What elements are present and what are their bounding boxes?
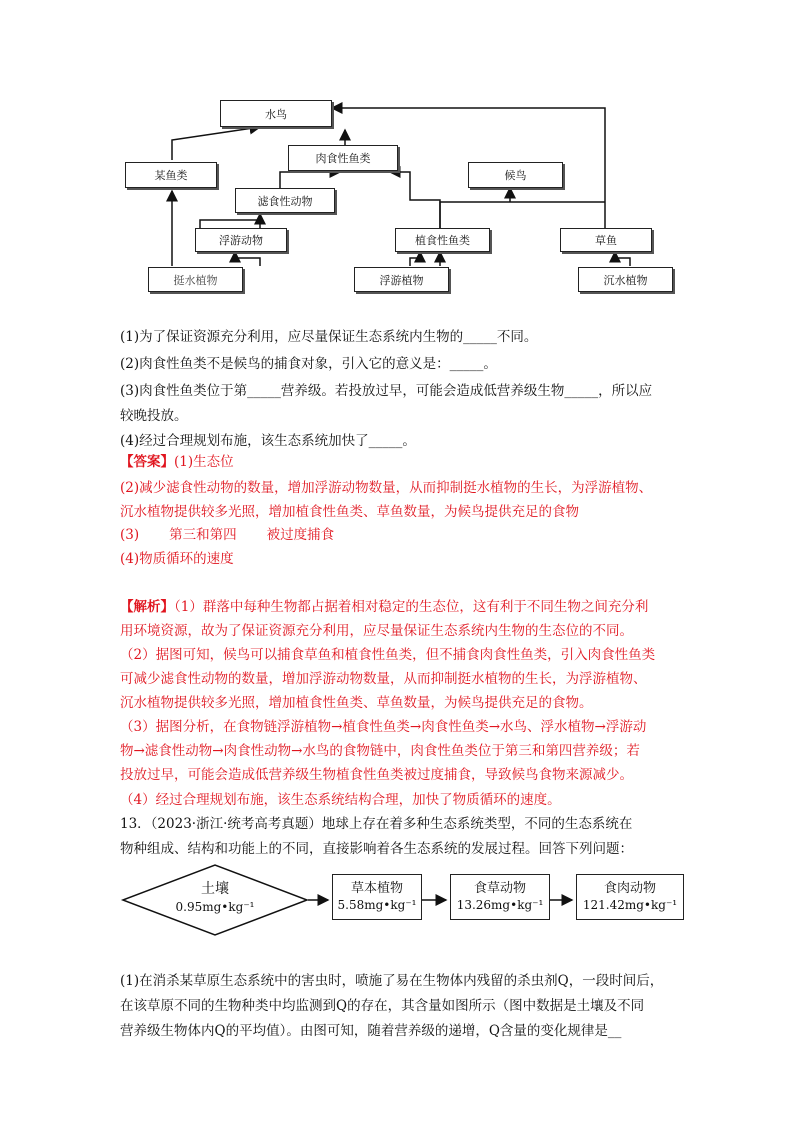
analysis-line9: （4）经过合理规划布施，该生态系统结构合理，加快了物质循环的速度。	[120, 792, 561, 808]
answer-2b: 沉水植物提供较多光照，增加植食性鱼类、草鱼数量，为候鸟提供充足的食物	[120, 504, 579, 520]
carnivore-name: 食肉动物	[603, 881, 656, 896]
analysis-line5: 沉水植物提供较多光照，增加植食性鱼类、草鱼数量，为候鸟提供充足的食物。	[120, 695, 593, 711]
node-chenshui: 沉水植物	[578, 267, 673, 292]
node-fudong: 浮游动物	[195, 228, 287, 252]
q13-part1c: 营养级生物体内Q的平均值）。由图可知，随着营养级的递增，Q含量的变化规律是__	[120, 1023, 622, 1039]
plant-name: 草本植物	[350, 881, 403, 896]
analysis-text-1: （1）群落中每种生物都占据着相对稳定的生态位，这有利于不同生物之间充分利	[174, 599, 649, 615]
answer-tag: 【答案】	[120, 454, 174, 470]
q13-diagram	[120, 860, 690, 940]
q12-part3a: (3)肉食性鱼类位于第_____营养级。若投放过早，可能会造成低营养级生物_____，所以应	[120, 383, 653, 399]
q13-line1: 13．（2023·浙江·统考高考真题）地球上存在着多种生态系统类型，不同的生态系统在	[120, 816, 633, 832]
node-rouyu: 肉食性鱼类	[288, 145, 398, 171]
herbivore-box	[450, 874, 550, 920]
answer-3-num: (3)	[120, 527, 140, 543]
carnivore-value: 121.42mg•kg⁻¹	[582, 898, 678, 912]
soil-name: 土壤	[201, 881, 229, 897]
node-zhishi: 植食性鱼类	[395, 228, 490, 252]
node-moulei: 某鱼类	[125, 162, 217, 188]
answer-3-first: 第三和第四	[169, 527, 237, 543]
answer-2a: (2)减少滤食性动物的数量，增加浮游动物数量，从而抑制挺水植物的生长，为浮游植物、	[120, 480, 653, 496]
analysis-line2: 用环境资源，故为了保证资源充分利用，应尽量保证生态系统内生物的生态位的不同。	[120, 623, 633, 639]
answer-line1	[120, 451, 680, 473]
answer-4: (4)物质循环的速度	[120, 551, 234, 567]
herbivore-name: 食草动物	[473, 881, 526, 896]
analysis-line6: （3）据图分析，在食物链浮游植物→植食性鱼类→肉食性鱼类→水鸟、浮水植物→浮游动	[120, 719, 647, 735]
analysis-line1	[120, 596, 680, 618]
soil-label	[135, 880, 295, 916]
soil-value: 0.95mg•kg⁻¹	[175, 900, 255, 914]
q13-part1a: (1)在消杀某草原生态系统中的害虫时，喷施了易在生物体内残留的杀虫剂Q，一段时间后，	[120, 973, 664, 989]
node-lvshi: 滤食性动物	[235, 188, 335, 213]
analysis-line7: 物→滤食性动物→肉食性动物→水鸟的食物链中，肉食性鱼类位于第三和第四营养级；若	[120, 743, 640, 759]
herbivore-value: 13.26mg•kg⁻¹	[456, 898, 544, 912]
q12-part3b: 较晚投放。	[120, 408, 188, 424]
carnivore-box	[576, 874, 684, 920]
node-fuzhi: 浮游植物	[354, 267, 449, 292]
answer-3	[120, 524, 680, 546]
q13-line2: 物种组成、结构和功能上的不同，直接影响着各生态系统的发展过程。回答下列问题：	[120, 841, 633, 857]
q12-part4: (4)经过合理规划布施，该生态系统加快了_____。	[120, 433, 416, 449]
analysis-tag: 【解析】	[120, 599, 174, 615]
food-web-diagram	[110, 90, 690, 300]
analysis-line8: 投放过早，可能会造成低营养级生物植食性鱼类被过度捕食，导致候鸟食物来源减少。	[120, 767, 633, 783]
q13-part1b: 在该草原不同的生物种类中均监测到Q的存在，其含量如图所示（图中数据是土壤及不同	[120, 998, 645, 1014]
node-caoyu: 草鱼	[560, 228, 652, 252]
answer-3-second: 被过度捕食	[266, 527, 335, 543]
q12-part1: (1)为了保证资源充分利用，应尽量保证生态系统内生物的_____不同。	[120, 329, 538, 345]
answer-1: (1)生态位	[174, 454, 234, 470]
node-tingshui: 挺水植物	[148, 267, 243, 292]
node-houniao: 候鸟	[468, 162, 563, 188]
analysis-line4: 可减少滤食性动物的数量，增加浮游动物数量，从而抑制挺水植物的生长，为浮游植物、	[120, 671, 647, 687]
plant-value: 5.58mg•kg⁻¹	[337, 898, 417, 912]
q12-part2: (2)肉食性鱼类不是候鸟的捕食对象，引入它的意义是：_____。	[120, 356, 497, 372]
analysis-line3: （2）据图可知，候鸟可以捕食草鱼和植食性鱼类，但不捕食肉食性鱼类，引入肉食性鱼类	[120, 647, 656, 663]
node-shuiniao: 水鸟	[220, 100, 332, 127]
plant-box	[332, 874, 422, 920]
